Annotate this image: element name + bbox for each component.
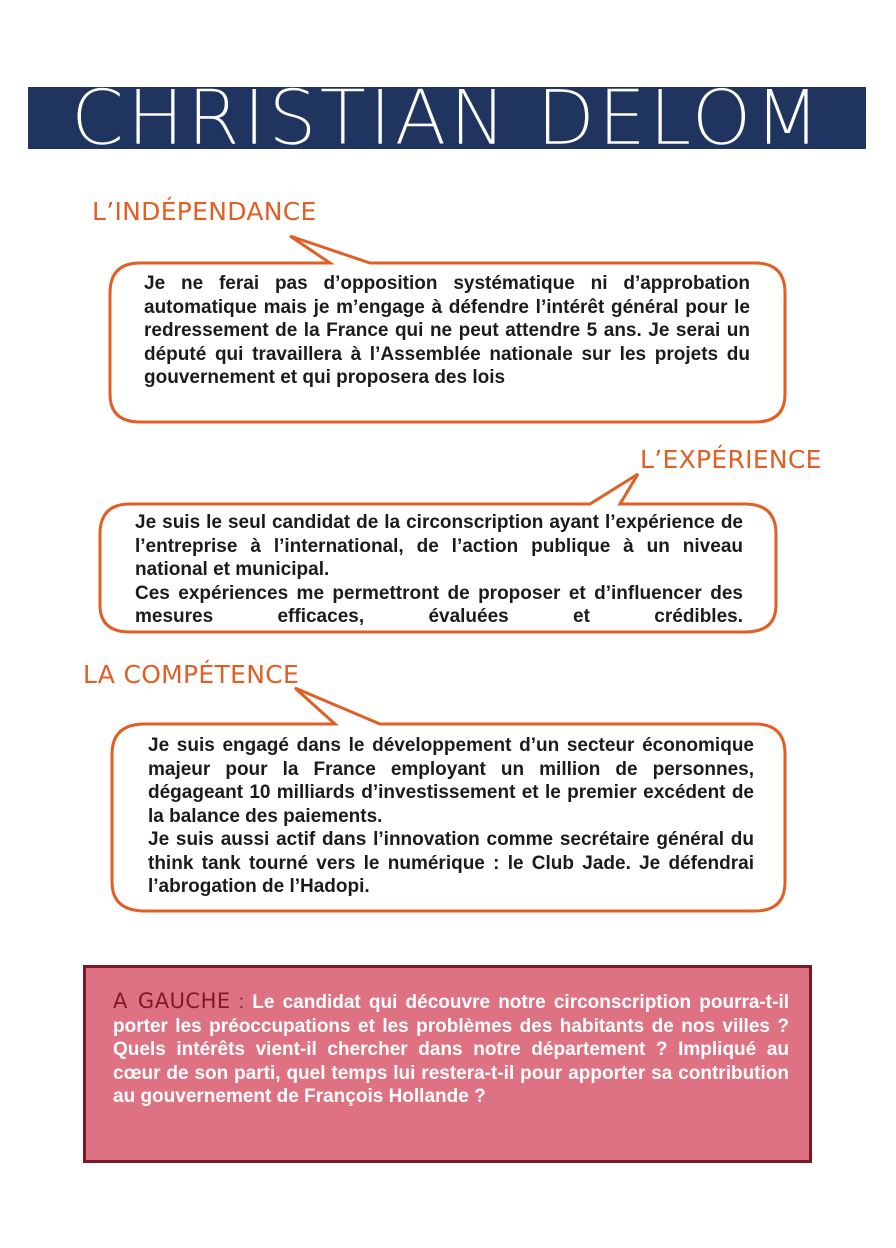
candidate-name: CHRISTIAN DELOM [70, 73, 824, 162]
a-gauche-separator: : [230, 992, 253, 1013]
section-heading-experience: L’EXPÉRIENCE [640, 445, 822, 474]
section-text-independance [144, 272, 750, 390]
section-heading-independance: L’INDÉPENDANCE [92, 197, 317, 226]
paragraph: Ces expériences me permettront de proposer et d’influencer des mesures efficaces, évaluées et crédibles. [135, 582, 743, 627]
paragraph: Je suis aussi actif dans l’innovation comme secrétaire général du think tank tourné vers le numérique : le Club Jade. Je défendrai l’abrogation de l’Hadopi. [148, 829, 754, 897]
a-gauche-body: Le candidat qui découvre notre circonscription pourra-t-il porter les préoccupations et les problèmes des habitants de nos villes ? Quels intérêts vient-il chercher dans notre département ? Impliqué au cœur de son parti, quel temps lui restera-t-il pour apporter sa contribution au gouvernement de François Hollande ? [113, 992, 789, 1107]
section-text-experience [135, 511, 743, 629]
a-gauche-label: A GAUCHE [113, 989, 231, 1013]
paragraph: Je suis engagé dans le développement d’un secteur économique majeur pour la France employant un million de personnes, dégageant 10 milliards d’investissement et le premier excédent de la balance des paiements. [148, 735, 754, 827]
a-gauche-box [83, 965, 812, 1163]
a-gauche-text [113, 990, 789, 1109]
paragraph: Je suis le seul candidat de la circonscription ayant l’expérience de l’entreprise à l’international, de l’action publique à un niveau national et municipal. [135, 512, 743, 580]
section-heading-competence: LA COMPÉTENCE [83, 660, 300, 689]
paragraph: Je ne ferai pas d’opposition systématique ni d’approbation automatique mais je m’engage à défendre l’intérêt général pour le redressement de la France qui ne peut attendre 5 ans. Je serai un député qui travaillera à l’Assemblée nationale sur les projets du gouvernement et qui proposera des lois [144, 273, 750, 388]
section-text-competence [148, 734, 754, 899]
